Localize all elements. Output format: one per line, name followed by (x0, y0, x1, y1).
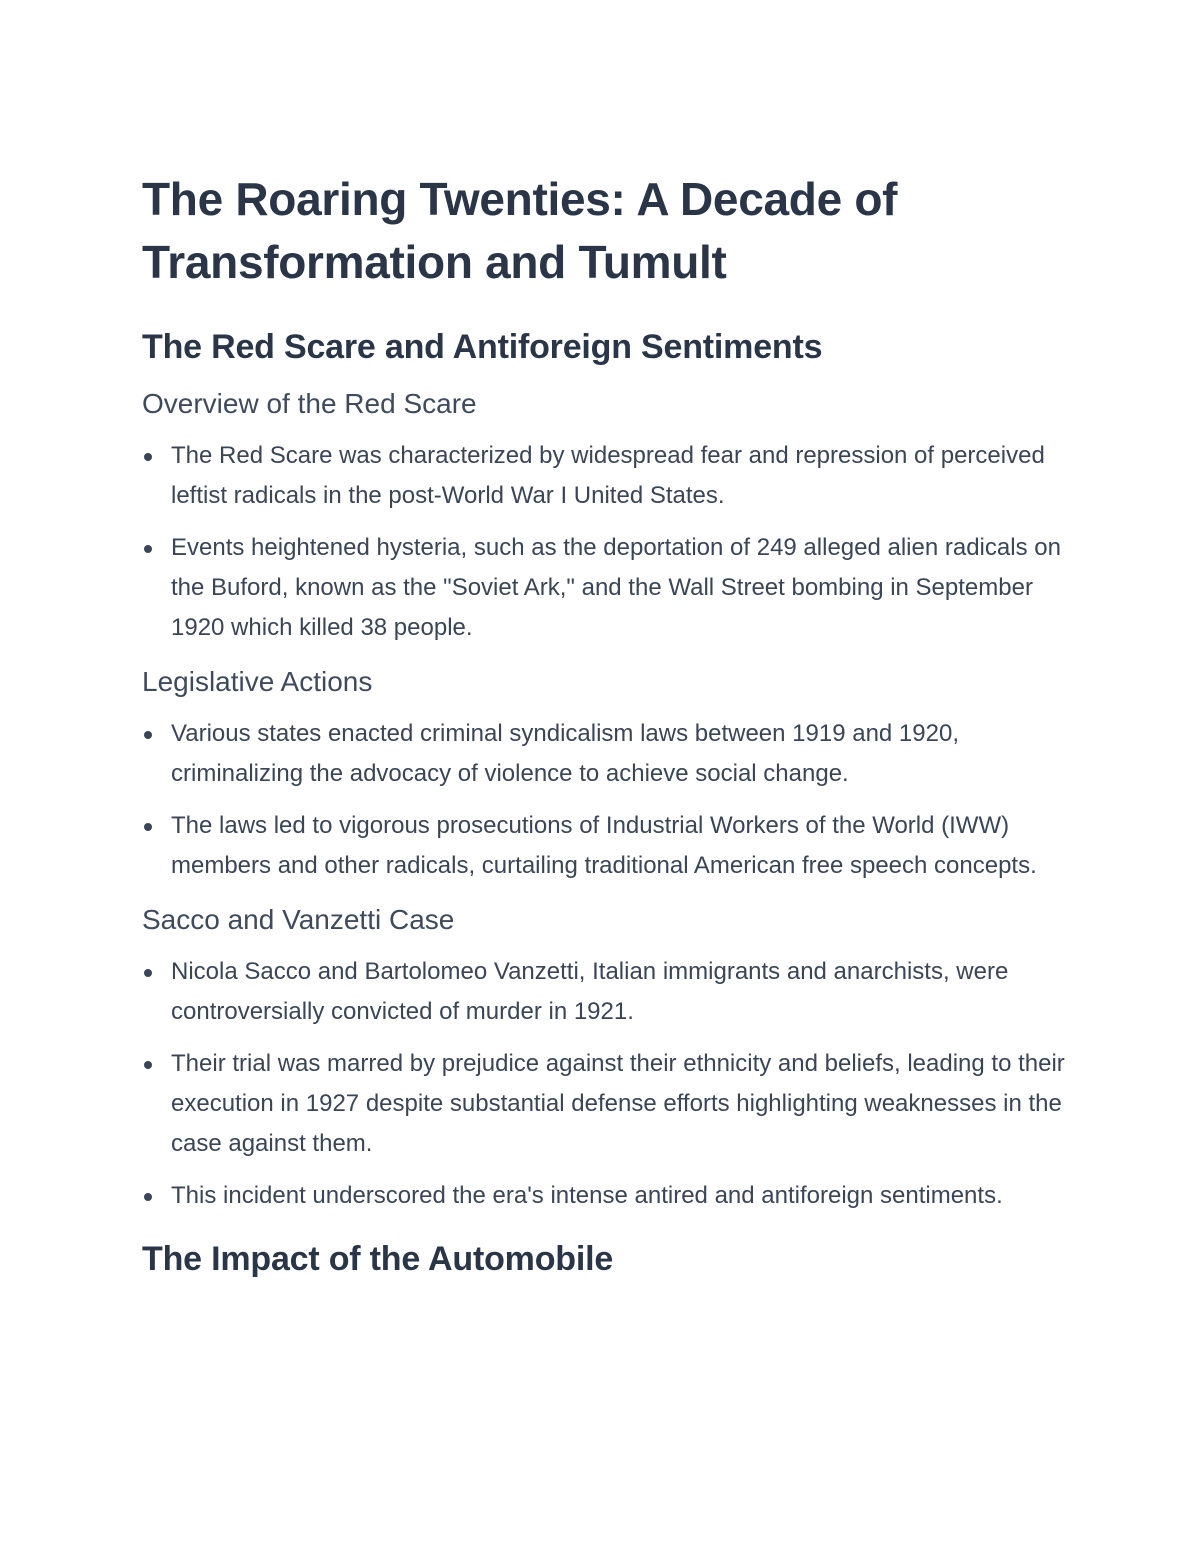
list-item (142, 528, 1072, 648)
overview-list (142, 436, 1072, 648)
section-heading-automobile: The Impact of the Automobile (142, 1240, 614, 1278)
list-item-text: Nicola Sacco and Bartolomeo Vanzetti, Italian immigrants and anarchists, were controversially convicted of murder in 1921. (171, 958, 1009, 1025)
list-item-text: Their trial was marred by prejudice against their ethnicity and beliefs, leading to their execution in 1927 despite substantial defense efforts highlighting weaknesses in the case against them. (171, 1050, 1065, 1157)
bullet-icon (144, 731, 152, 739)
document-page (142, 168, 1072, 1282)
section-heading-red-scare: The Red Scare and Antiforeign Sentiments (142, 328, 823, 366)
list-item (142, 1176, 1072, 1216)
subheading-overview: Overview of the Red Scare (142, 388, 477, 419)
list-item-text: The laws led to vigorous prosecutions of Industrial Workers of the World (IWW) members and other radicals, curtailing traditional American free speech concepts. (171, 812, 1037, 879)
list-item (142, 952, 1072, 1032)
list-item-text: This incident underscored the era's intense antired and antiforeign sentiments. (171, 1182, 1003, 1209)
list-item-text: Various states enacted criminal syndicalism laws between 1919 and 1920, criminalizing the advocacy of violence to achieve social change. (171, 720, 959, 787)
bullet-icon (144, 545, 152, 553)
list-item (142, 1044, 1072, 1164)
list-item (142, 436, 1072, 516)
legislative-list (142, 714, 1072, 886)
subheading-sacco-vanzetti: Sacco and Vanzetti Case (142, 904, 455, 935)
bullet-icon (144, 1193, 152, 1201)
document-title: The Roaring Twenties: A Decade of Transformation and Tumult (142, 173, 898, 288)
subheading-legislative: Legislative Actions (142, 666, 373, 697)
bullet-icon (144, 1061, 152, 1069)
bullet-icon (144, 453, 152, 461)
sacco-list (142, 952, 1072, 1216)
list-item-text: The Red Scare was characterized by widespread fear and repression of perceived leftist radicals in the post-World War I United States. (171, 442, 1045, 509)
list-item-text: Events heightened hysteria, such as the deportation of 249 alleged alien radicals on the Buford, known as the "Soviet Ark," and the Wall Street bombing in September 1920 which killed 38 people. (171, 534, 1061, 641)
list-item (142, 806, 1072, 886)
bullet-icon (144, 969, 152, 977)
bullet-icon (144, 823, 152, 831)
list-item (142, 714, 1072, 794)
